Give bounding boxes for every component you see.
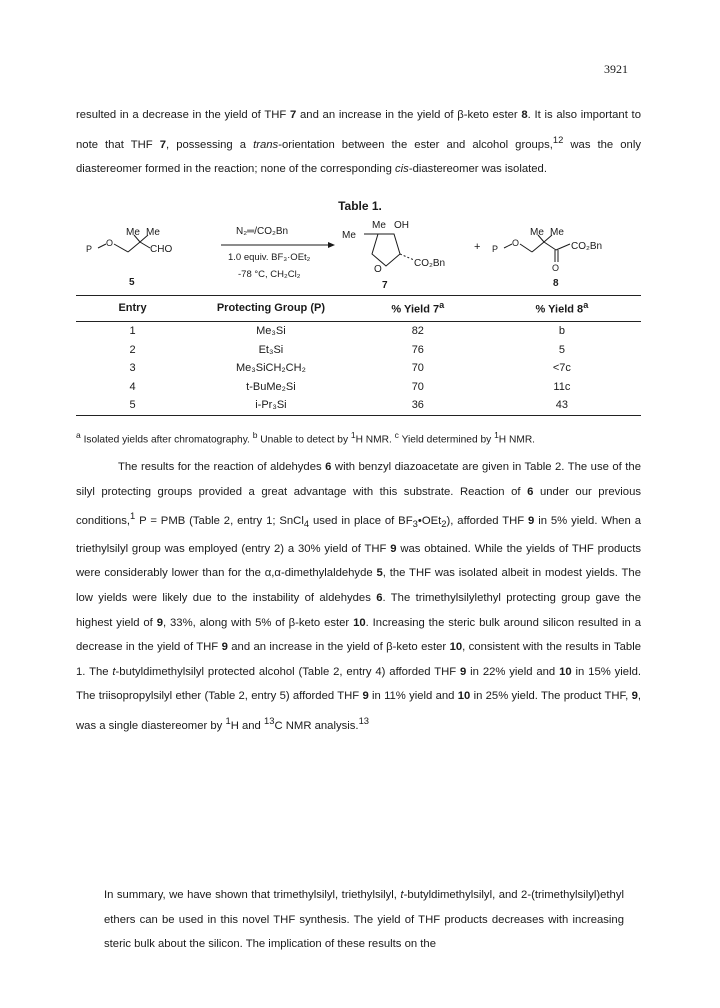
paragraph-2-run: , was a single diastereomer by: [76, 690, 641, 732]
keto-me-right: Me: [550, 227, 564, 238]
reagent-diazo: N₂═/CO₂Bn: [236, 226, 289, 237]
keto-p-label: P: [492, 244, 499, 254]
paragraph-2-run: 6: [527, 485, 534, 498]
top-paragraph-run: trans: [253, 138, 279, 151]
top-paragraph-run: was the only diastereomer formed in the reaction; none of the corresponding: [76, 138, 641, 175]
top-paragraph-run: 8: [521, 109, 528, 121]
footnote-run: 1: [494, 430, 499, 440]
top-paragraph-run: 12: [552, 133, 564, 145]
paragraph-2-run: 9: [631, 690, 638, 703]
paragraph-2-run: under our previous conditions,: [76, 485, 642, 527]
results-paragraph: [76, 455, 641, 738]
header-yield-8-text: % Yield 8: [535, 303, 584, 316]
footnote-run: Isolated yields after chromatography.: [80, 434, 253, 446]
cell-yield-8: <7c: [552, 362, 571, 375]
reagent-conditions: 1.0 equiv. BF₃·OEt₂: [228, 252, 311, 263]
footnote-run: H NMR.: [355, 434, 395, 446]
reagent-temp-solvent: -78 °C, CH₂Cl₂: [238, 269, 301, 280]
table-header-row: [76, 296, 641, 322]
top-paragraph-run: cis: [395, 162, 409, 175]
top-paragraph-run: , possessing a: [166, 138, 254, 151]
header-protecting-group: Protecting Group (P): [189, 296, 353, 322]
paragraph-2-run: in 25% yield. The product THF,: [470, 690, 632, 703]
scheme-plus: +: [474, 241, 481, 253]
cell-yield-8: 11c: [553, 380, 571, 393]
cell-yield-8: b: [558, 324, 565, 337]
cell-entry: 5: [76, 396, 189, 415]
keto-ester: CO₂Bn: [571, 241, 603, 252]
thf-product-structure: [364, 234, 414, 266]
paragraph-2-run: 6: [376, 591, 383, 604]
footnote-run: a: [76, 430, 81, 440]
table-title: Table 1.: [338, 199, 382, 213]
thf-me-left: Me: [342, 230, 356, 241]
start-cho-label: CHO: [150, 244, 173, 255]
results-paragraph-text: [76, 455, 641, 738]
cell-yield-7: 70: [411, 380, 424, 393]
header-yield-7: [353, 296, 483, 322]
table-row: [76, 396, 641, 415]
footnote-run: H NMR.: [498, 434, 536, 446]
table-row: [76, 321, 641, 340]
thf-oh: OH: [394, 220, 409, 231]
paragraph-2-run: ), afforded THF: [446, 514, 529, 527]
cell-entry: 1: [129, 324, 136, 337]
paragraph-2-run: -butyldimethylsilyl protected alcohol (Table 2, entry 4) afforded THF: [115, 665, 461, 678]
paragraph-3-run: -butyldimethylsilyl, and 2-(trimethylsilyl)ethyl ethers can be used in this novel THF synthesis. The yield of THF products decreases with increasing steric bulk about the silicon. The implication of these results on the: [104, 889, 624, 951]
footnote-run: 1: [350, 430, 356, 440]
cell-yield-8: 43: [483, 396, 641, 415]
paragraph-2-run: 10: [559, 665, 572, 678]
paragraph-2-run: , the THF was isolated albeit in modest yields. The low yields were likely due to the instability of aldehydes: [76, 567, 641, 604]
cell-yield-7: 70: [411, 362, 424, 375]
paragraph-2-run: 13: [358, 714, 370, 726]
cell-yield-7: 36: [353, 396, 483, 415]
cell-protecting-group: i-Pr₃Si: [189, 396, 353, 415]
table-row: [76, 377, 641, 396]
cell-protecting-group: Me₃Si: [256, 324, 286, 337]
paragraph-2-run: with benzyl diazoacetate are given in Table 2. The use of the silyl protecting groups provided a great advantage with this substrate. Reaction of: [76, 461, 641, 498]
paragraph-2-run: 10: [449, 641, 463, 654]
paragraph-2-run: , 33%, along with 5% of β-keto ester: [163, 616, 354, 629]
start-o-label: O: [106, 238, 114, 248]
compound-7-label: 7: [382, 280, 388, 291]
paragraph-2-run: 4: [303, 518, 310, 530]
paragraph-2-run: in 15% yield. The triisopropylsilyl ether (Table 2, entry 5) afforded THF: [76, 665, 641, 703]
paragraph-2-run: The results for the reaction of aldehydes: [118, 461, 326, 473]
cell-entry: 2: [129, 343, 136, 356]
paragraph-2-run: P = PMB (Table 2, entry 1; SnCl: [135, 514, 304, 527]
compound-5-label: 5: [129, 277, 135, 288]
paragraph-2-run: 3: [412, 518, 418, 530]
header-yield-7-text: % Yield 7: [391, 303, 440, 316]
keto-me-left: Me: [530, 227, 544, 238]
paragraph-2-run: 2: [441, 518, 447, 530]
paragraph-2-run: , consistent with the results in Table 1. The: [76, 641, 642, 678]
paragraph-2-run: 1: [225, 714, 231, 726]
header-yield-8: [483, 296, 641, 322]
paragraph-2-run: 9: [390, 542, 397, 555]
paragraph-2-run: 6: [325, 461, 332, 473]
reaction-scheme-drawing: [76, 214, 641, 294]
paragraph-2-run: in 5% yield. When a triethylsilyl group was employed (entry 2) a 30% yield of THF: [76, 514, 641, 555]
paragraph-2-run: and an increase in the yield of β-keto ester: [227, 641, 450, 654]
start-me-right: Me: [146, 227, 160, 238]
summary-paragraph-text: [104, 883, 624, 957]
paragraph-2-run: 5: [376, 567, 383, 580]
paragraph-2-run: 13: [263, 714, 275, 726]
cell-entry: 3: [129, 362, 136, 375]
start-me-left: Me: [126, 227, 140, 238]
paragraph-3-run: t: [400, 889, 404, 901]
header-yield-7-sup: a: [439, 300, 445, 310]
top-paragraph-run: and an increase in the yield of β-keto ester: [296, 109, 522, 121]
table-row: [76, 340, 641, 359]
paragraph-2-run: 9: [528, 514, 535, 527]
header-yield-8-sup: a: [583, 300, 589, 310]
table-row: [76, 359, 641, 378]
top-paragraph-run: resulted in a decrease in the yield of THF: [76, 109, 290, 121]
keto-o-label: O: [512, 238, 520, 248]
start-p-label: P: [86, 244, 93, 254]
cell-protecting-group: t-BuMe₂Si: [246, 380, 296, 393]
cell-yield-7: 82: [411, 324, 424, 337]
cell-entry: 4: [129, 380, 136, 393]
paragraph-2-run: C NMR analysis.: [274, 719, 359, 732]
paragraph-2-run: 1: [130, 510, 136, 522]
paragraph-2-run: 9: [221, 641, 228, 654]
paragraph-2-run: in 11% yield and: [368, 690, 458, 703]
footnote-run: b: [252, 430, 258, 440]
cell-protecting-group: Et₃Si: [258, 343, 284, 356]
top-paragraph-run: 7: [159, 138, 167, 151]
paragraph-2-run: 9: [362, 690, 369, 703]
top-paragraph-text: [76, 103, 641, 182]
thf-ring-o: O: [374, 264, 382, 275]
paragraph-2-run: . The trimethylsilylethyl protecting group gave the highest yield of: [76, 591, 641, 629]
thf-me-top: Me: [372, 220, 386, 231]
paragraph-2-run: in 22% yield and: [466, 665, 560, 678]
yield-table: [76, 295, 641, 416]
reaction-scheme: [76, 214, 641, 294]
paragraph-2-run: H and: [230, 719, 264, 732]
paragraph-2-run: 10: [353, 616, 366, 629]
top-paragraph: [76, 103, 641, 182]
keto-carbonyl-o: O: [552, 263, 560, 273]
compound-8-label: 8: [553, 278, 559, 289]
top-paragraph-run: -diastereomer was isolated.: [408, 162, 547, 175]
paragraph-2-run: 9: [156, 616, 163, 629]
paragraph-2-run: . Increasing the steric bulk around silicon resulted in a decrease in the yield of THF: [76, 616, 641, 654]
summary-paragraph: [104, 883, 624, 957]
paragraph-2-run: 9: [460, 665, 467, 678]
top-paragraph-run: . It is also important to note that THF: [76, 109, 641, 151]
top-paragraph-run: -orientation between the ester and alcohol groups,: [278, 138, 553, 151]
page-number: 3921: [604, 62, 628, 76]
cell-protecting-group: Me₃SiCH₂CH₂: [235, 362, 306, 375]
paragraph-3-run: In summary, we have shown that trimethylsilyl, triethylsilyl,: [104, 889, 401, 901]
footnote-run: Yield determined by: [398, 434, 495, 446]
paragraph-2-run: was obtained. While the yields of THF products were considerably lower than for the α,α-dimethylaldehyde: [76, 542, 641, 580]
cell-yield-7: 76: [411, 343, 424, 356]
paragraph-2-run: used in place of BF: [309, 514, 413, 527]
paragraph-2-run: t: [112, 665, 116, 678]
table-footnote: [76, 430, 656, 445]
footnote-run: c: [394, 430, 399, 440]
header-entry: Entry: [76, 296, 189, 322]
cell-yield-8: 5: [558, 343, 565, 356]
footnote-run: Unable to detect by: [257, 434, 351, 446]
top-paragraph-run: 7: [290, 109, 297, 121]
paragraph-2-run: •OEt: [417, 514, 442, 527]
thf-ester: CO₂Bn: [414, 258, 446, 269]
reaction-arrowhead: [328, 242, 335, 248]
paragraph-2-run: 10: [457, 690, 471, 703]
